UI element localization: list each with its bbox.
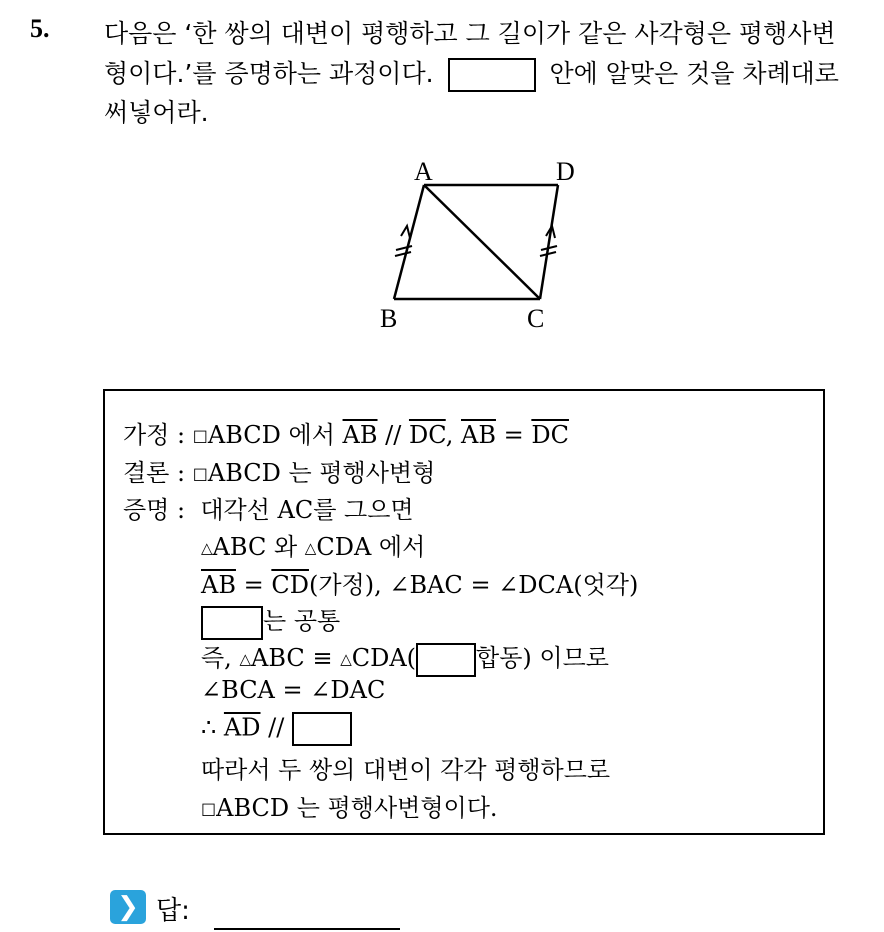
common-text: 는 공통 xyxy=(263,607,341,635)
segment-ab xyxy=(394,185,424,299)
triangle-cda: CDA xyxy=(351,644,407,672)
proof-line-angle-equal xyxy=(201,676,385,704)
angle-bac: BAC xyxy=(409,571,463,599)
proof-line-proof xyxy=(123,490,414,525)
final-text: 는 평행사변형이다. xyxy=(296,794,498,822)
segment-ab-text: $\overline{AB}$ xyxy=(342,421,378,449)
congruence-suffix-text: 합동) 이므로 xyxy=(476,644,609,672)
comma-text: , xyxy=(445,421,454,449)
blank-box-3 xyxy=(292,712,352,746)
proof-line-congruent xyxy=(201,638,609,677)
question-text-line-2-end: 안에 알맞은 것을 차례대로 xyxy=(549,59,839,88)
vertex-label-d: D xyxy=(556,157,575,186)
question-text-line-2-start: 형이다.’를 증명하는 과정이다. xyxy=(104,59,434,88)
proof-line-therefore xyxy=(201,712,352,746)
triangle-cda: CDA xyxy=(316,533,372,561)
equals-symbol: = xyxy=(503,421,524,449)
given-text: (가정), xyxy=(308,571,382,599)
proof-line-common xyxy=(201,601,340,640)
diagonal-text: 대각선 AC를 그으면 xyxy=(200,496,414,524)
equals-symbol: = xyxy=(470,571,491,599)
conclusion-label: 결론 : xyxy=(123,459,186,487)
triangle-symbol: △ xyxy=(304,539,317,557)
vertex-label-c: C xyxy=(527,304,545,333)
segment-cd-text: $\overline{CD}$ xyxy=(271,571,309,599)
eseo-text: 에서 xyxy=(378,533,426,561)
angle-symbol: ∠ xyxy=(310,676,331,704)
proof-box xyxy=(103,389,825,835)
assumption-label: 가정 : xyxy=(123,421,186,449)
question-text-line-2 xyxy=(104,54,839,92)
vertex-label-b: B xyxy=(380,304,398,333)
triangle-symbol: △ xyxy=(340,650,352,668)
triangle-symbol: △ xyxy=(201,539,213,557)
vertex-label-a: A xyxy=(414,157,433,186)
equals-symbol: = xyxy=(282,676,303,704)
blank-box-1 xyxy=(201,606,263,640)
quad-name: ABCD xyxy=(216,794,290,822)
congruent-symbol: ≡ xyxy=(312,644,333,672)
angle-symbol: ∠ xyxy=(498,571,519,599)
proof-label: 증명 : xyxy=(123,496,186,524)
angle-symbol: ∠ xyxy=(389,571,410,599)
segment-dc xyxy=(540,185,558,299)
tick-mark-ab-2 xyxy=(395,252,411,256)
alternate-angle-text: (엇각) xyxy=(573,571,639,599)
jeuk-text: 즉, xyxy=(201,644,232,672)
neun-text: 는 xyxy=(288,459,312,487)
quad-name: ABCD xyxy=(207,421,281,449)
parallel-symbol: // xyxy=(385,421,402,449)
parallelogram-text: 평행사변형 xyxy=(319,459,436,487)
blank-box-2 xyxy=(416,643,476,677)
diagonal-ac xyxy=(424,185,540,299)
segment-ab-text: $\overline{AB}$ xyxy=(201,571,236,599)
segment-ab-text-2: $\overline{AB}$ xyxy=(461,421,496,449)
angle-bca: BCA xyxy=(221,676,275,704)
equals-symbol: = xyxy=(243,571,264,599)
square-symbol: □ xyxy=(192,464,208,483)
square-symbol: □ xyxy=(201,799,217,818)
triangle-abc: ABC xyxy=(251,644,305,672)
segment-dc-text-2: $\overline{DC}$ xyxy=(531,421,569,449)
angle-symbol: ∠ xyxy=(201,676,222,704)
chevron-right-icon: ❯ xyxy=(110,890,146,924)
proof-line-triangles xyxy=(201,527,425,562)
answer-label: 답: xyxy=(156,896,190,926)
proof-line-final xyxy=(201,788,498,823)
blank-box-inline xyxy=(448,58,536,92)
question-text-line-1: 다음은 ‘한 쌍의 대변이 평행하고 그 길이가 같은 사각형은 평행사변 xyxy=(104,19,836,48)
triangle-symbol: △ xyxy=(239,650,252,668)
open-paren: ( xyxy=(406,644,417,672)
proof-line-so: 따라서 두 쌍의 대변이 각각 평행하므로 xyxy=(201,756,611,784)
parallel-arrow-ab xyxy=(401,226,410,238)
parallel-symbol: // xyxy=(268,713,285,742)
therefore-symbol: ∴ xyxy=(201,713,217,742)
triangle-abc: ABC xyxy=(212,533,267,561)
answer-input-line[interactable] xyxy=(214,928,400,930)
wa-text: 와 xyxy=(273,533,298,561)
proof-line-equal-angles xyxy=(201,565,638,600)
proof-line-assumption xyxy=(123,415,569,450)
parallelogram-figure xyxy=(370,150,590,335)
question-text-line-3: 써넣어라. xyxy=(104,98,209,127)
angle-dca: DCA xyxy=(518,571,574,599)
proof-line-conclusion xyxy=(123,453,435,488)
segment-dc-text: $\overline{DC}$ xyxy=(408,421,446,449)
segment-ad-text: $\overline{AD}$ xyxy=(223,713,261,742)
quad-name: ABCD xyxy=(207,459,281,487)
square-symbol: □ xyxy=(192,426,208,445)
angle-dac: DAC xyxy=(330,676,386,704)
eseo-text: 에서 xyxy=(288,421,335,449)
question-number: 5. xyxy=(30,14,50,43)
tick-mark-ab-1 xyxy=(396,246,412,250)
